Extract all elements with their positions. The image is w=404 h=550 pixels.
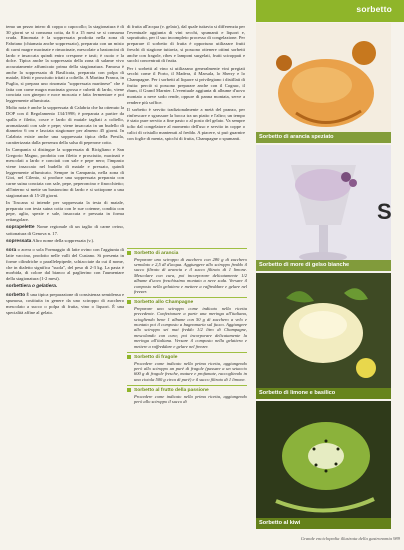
paragraph: Per i sorbetti al vino si utilizzano generalmente vini pregiati secchi come il Porto, il Madera, il Marsala, lo Sherry e lo Champagne. Per i sorbetti al liquore si privilegiano i distillati di frutta: perciò si possono preparare anche con il Cognac, il rhum, il Grand Marnier. L'eventuale aggiunta di albume d'uovo montato a neve sodo rende, oppure di panna montata, serve a rendere più soffice. xyxy=(127,65,245,105)
recipe-text xyxy=(127,257,247,295)
paragraph: Il sorbetto è servito tradizionalmente a metà del pranzo, per rinfrescare e sgrassare la bocca tra un piatto e l'altro; un tempo è stato pure servito a fine pasto o al posto del gelato. Va sempre tolto dal congelatore al momento dell'uso e servito in coppe o calici di cristallo mantenuti al freddo. A piacere, si può guarnire con foglie di menta, spicchi di frutta, Champagne o spumanti. xyxy=(127,107,245,141)
running-head: sorbetto xyxy=(356,4,392,14)
photo-caption: Sorbetto al kiwi xyxy=(259,520,301,526)
square-bullet-icon xyxy=(127,388,131,392)
entry-lemma: soprapelette xyxy=(6,225,35,231)
kiwi-sorbet-image xyxy=(256,401,391,529)
square-bullet-icon xyxy=(127,251,131,255)
recipe-box xyxy=(127,385,247,404)
recipe-box xyxy=(127,352,247,382)
recipe-heading xyxy=(127,385,247,393)
recipe-text xyxy=(127,306,247,349)
paragraph: temo un pezzo intero di coppa o capocollo; la stagionatura è di 30 giorni se si consuma cotta, da 6 a 15 mesi se si consuma cruda. Rinomata è la soppressata prodotta nella zona di Fabriano (chiamata anche soppressato), preparata con un misto di carni magre macinate e rimacinate, mescolate a bastoncini di lardo e insaccata quindi entro crespone e tasti; è cuoio e la dolce. Tipica anche la soppressata della zona di salame vivo accuratamente affumicato prima della stagionatura. Famosa è anche la soppressata di Basilicata, preparata con polpa di maiale, filetti e prosciutto tritati a coltello. A Martina Franca, in Puglia, si prepara uno rinomata "soppressata martinese" che è fatta con carne magra macinata grossa e cubetti di lardo, viene conciata con ginepro e noce moscata e fatta fermentare e poi leggermente affumicata. xyxy=(6,24,124,104)
paragraph: In Campania si distingue la soppressata di Ricigliano e San Gregorio Magno, prodotta con filetto e prosciutto, macinati e mescolati a lardo e conciati con sale e pepe nero; l'impasto viene insaccato nel budello di maiale e pressato, quindi leggermente affumicato. Sempre in Campania, nella zona di Gioi, nel Cilento, si produce una soppressata preparata con carne suina conciata con sale, pepe, peperoncino e finocchietto; all'interno si mette un bastoncino di lardo e si sottopone a una stagionatura di 15-20 giorni. xyxy=(6,146,124,198)
entry-text: È una tipica preparazione di consistenza semidensa e spumosa, costituita in genere da uno sciroppo di zucchero mescolato a succo o polpa di frutta, vino o liquori. È una specialità affine al gelato. xyxy=(6,291,124,315)
lemon-sorbet-image xyxy=(256,273,391,399)
page-footer: Grande enciclopedia illustrata della gastronomia 989 xyxy=(300,536,400,541)
sorbet-photo-mulberry xyxy=(256,145,391,271)
sorbet-photo-lemon xyxy=(256,273,391,399)
recipe-text xyxy=(127,394,247,405)
dictionary-entry xyxy=(6,238,124,245)
recipe-paragraph: Preparare uno sciroppo di zucchero con 280 g di zucchero semolato e 2,5 dl d'acqua. Aggiungere allo sciroppo freddo il succo filtrato di arancia e il succo filtrato di 1 limone. Mescolare con cura, poi incorporare delicatamente 1/2 albume d'uovo freschissimo montato a neve soda. Versare il composto nella gelatiera e mettere a raffreddare e gelare nel freezer. xyxy=(134,256,247,294)
sorbet-photo-orange xyxy=(256,23,391,143)
entry-text: o acera o sola Formaggio di latte ovino con l'aggiunta di latte vaccino, prodotto nelle valli del Cusiano. Si presenta in forme cilindriche o parallelepipede, schiacciate da cui il nome, che in dialetto significa "suola", del peso di 2-3 kg. La pasta è morbida, di colore dal bianco al paglierino con l'aumentare della stagionatura (1-2 mesi). xyxy=(6,246,124,282)
paragraph: Molto nota è anche la soppressata di Calabria che ha ottenuto la DOP con il Regolamento 134/1998; è preparata a partire da spalla e filetto, cosce e lardo di maiale tagliati a coltello, aromatizzati con sale e pepe; viene insaccata in un budello di diametro 6 cm e lasciata stagionare per almeno 45 giorni. In Calabria esiste anche una soppressata tipica della Presila, caratterizzata dalla presenza della salsa di peperone cotto. xyxy=(6,105,124,145)
recipe-title: Sorbetto di fragole xyxy=(134,354,178,360)
recipe-paragraph: Procedere come indicato nella prima ricetta, aggiungendo però allo sciroppo il succo di xyxy=(134,393,247,405)
paragraph: di frutta all'acqua (v. gelato), dal quale tuttavia si differenzia per l'eventuale aggiunta di vini secchi, spumanti e liquori e, soprattutto, per il suo incompleto processo di congelazione. Per preparare il sorbetto di frutta è opportuno utilizzare frutti freschi di stagione tuttavia, si possono ottenere ottimi sorbetti anche con fragole, ribes e lamponi surgelati, frutti sciroppati e succhi concentrati di frutta. xyxy=(127,24,245,64)
square-bullet-icon xyxy=(127,300,131,304)
left-column xyxy=(6,24,124,317)
dictionary-entry xyxy=(6,224,124,236)
entry-lemma: sorbettiera xyxy=(6,284,31,290)
alphabet-letter-tab: S xyxy=(377,199,392,224)
orange-sorbet-image xyxy=(256,23,391,143)
entry-lemma: sorbetto xyxy=(6,292,26,298)
entry-lemma: sopressata xyxy=(6,239,32,245)
recipe-paragraph: Procedere come indicato nella prima ricetta, aggiungendo però allo sciroppo un purè di fragole (passare a un setaccio 600 g di fragole fresche, mature e profumate, raccogliendo in una ciotola 500 g circa di purè) e il succo filtrato di 1 limone. xyxy=(134,360,247,382)
dictionary-entry xyxy=(6,247,124,282)
square-bullet-icon xyxy=(127,355,131,359)
photo-caption: Sorbetto di limone e basilico xyxy=(259,390,336,396)
sorbet-photo-kiwi xyxy=(256,401,391,529)
recipe-title: Sorbetto di arancia xyxy=(134,250,179,256)
photo-column xyxy=(256,23,404,529)
recipe-heading xyxy=(127,352,247,360)
header-band xyxy=(256,0,404,22)
entry-text: Nome regionale di un taglio di carne ovino, sottonatura di Genova n. 17. xyxy=(6,224,124,236)
recipe-title: Sorbetto allo Champagne xyxy=(134,299,194,305)
recipe-box xyxy=(127,248,247,294)
paragraph: In Toscana si intende per soppressata la testa di maiale, preparata con testa suina cotta con le sue cotenne, condita con pepe, aglio, spezie e sale, insaccata e pressata in forma rettangolare. xyxy=(6,199,124,222)
recipe-title: Sorbetto al frutto della passione xyxy=(134,387,209,393)
recipe-text xyxy=(127,361,247,383)
middle-column xyxy=(127,24,245,143)
recipe-paragraph: Preparare uno sciroppo come indicato nella ricetta precedente. Confezionare a parte una meringa all'italiana, sciogliendo bene 1 albume con 50 g di zucchero a velo e montato poi il composto a bagnomaria sul fuoco. Aggiungere allo sciroppo sei mai freddo 1/2 litro di Champagne, mescolando con cura; poi incorporare delicatamente la meringa all'italiana. Versare il composto nella gelatiera e mettere a raffreddare e gelare nel freezer. xyxy=(134,305,247,349)
dictionary-entry xyxy=(6,283,124,290)
entry-text: Altro nome della soppressata (v.). xyxy=(32,238,95,244)
photo-caption: Sorbetto di more di gelso bianche xyxy=(259,262,350,268)
recipe-heading xyxy=(127,297,247,305)
recipe-list xyxy=(127,248,247,408)
recipe-box xyxy=(127,297,247,349)
entry-crossref: o gelatiera. xyxy=(31,284,58,290)
photo-caption: Sorbetto di arancia speziato xyxy=(259,134,334,140)
mulberry-sorbet-image xyxy=(256,145,391,271)
recipe-heading xyxy=(127,248,247,256)
entry-lemma: sora xyxy=(6,247,17,253)
dictionary-entry xyxy=(6,292,124,316)
